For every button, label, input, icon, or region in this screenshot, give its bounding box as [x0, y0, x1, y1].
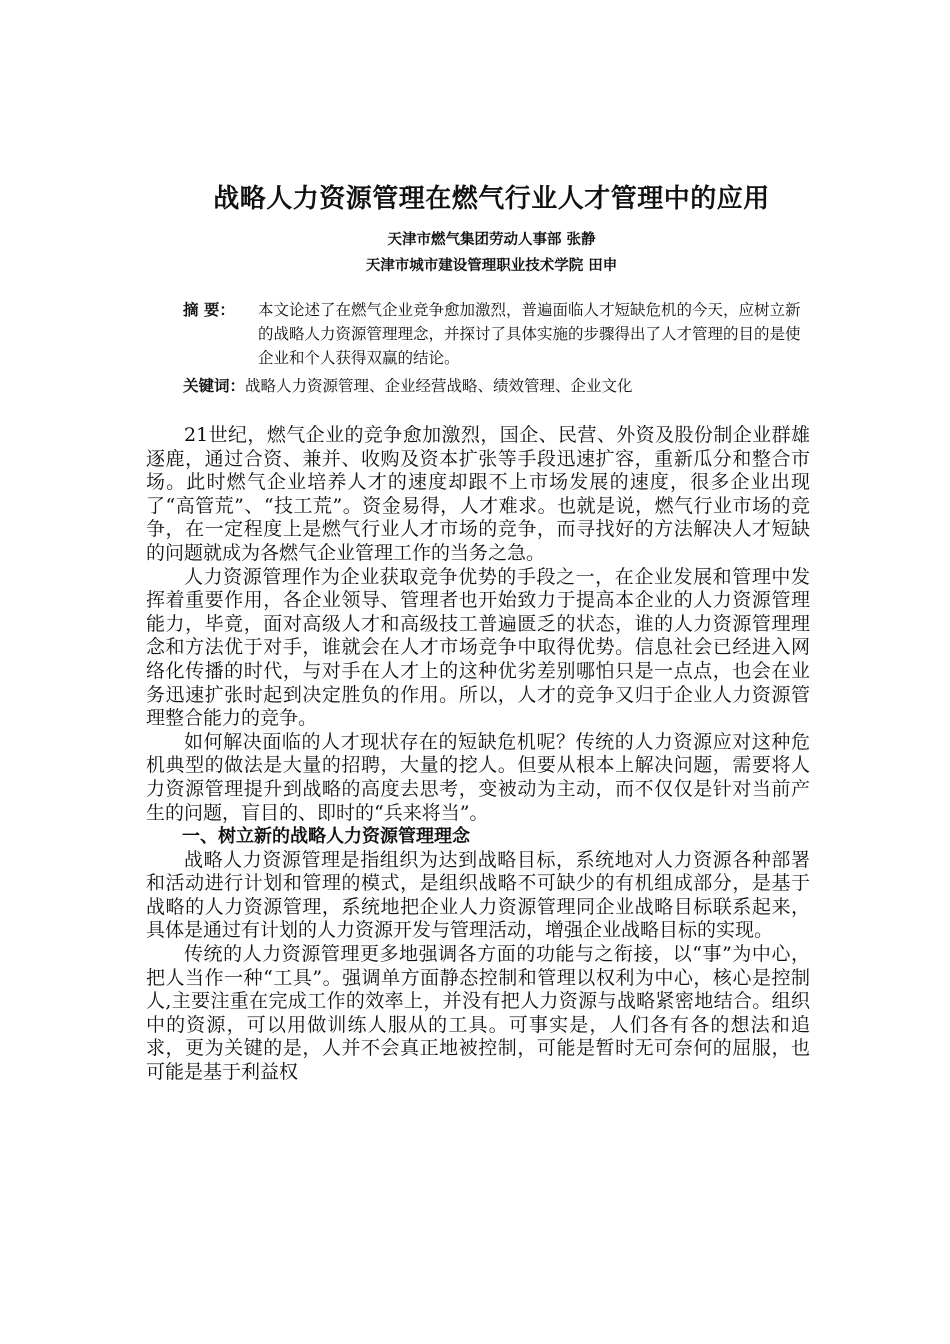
- paragraph: 人力资源管理作为企业获取竞争优势的手段之一，在企业发展和管理中发挥着重要作用，各企业领导、管理者也开始致力于提高本企业的人力资源管理能力，毕竟，面对高级人才和高级技工普遍匮乏的状态，谁的人力资源管理理念和方法优于对手，谁就会在人才市场竞争中取得优势。信息社会已经进入网络化传播的时代，与对手在人才上的这种优劣差别哪怕只是一点点，也会在业务迅速扩张时起到决定胜负的作用。所以，人才的竞争又归于企业人力资源管理整合能力的竞争。: [146, 565, 810, 730]
- keywords-text: 战略人力资源管理、企业经营战略、绩效管理、企业文化: [245, 377, 633, 395]
- paragraph: 战略人力资源管理是指组织为达到战略目标，系统地对人力资源各种部署和活动进行计划和管理的模式，是组织战略不可缺少的有机组成部分，是基于战略的人力资源管理，系统地把企业人力资源管理同企业战略目标联系起来，具体是通过有计划的人力资源开发与管理活动，增强企业战略目标的实现。: [146, 848, 810, 942]
- author-line-2: 天津市城市建设管理职业技术学院 田申: [365, 258, 618, 274]
- body-text: [146, 424, 810, 1085]
- document-title: 战略人力资源管理在燃气行业人才管理中的应用: [213, 184, 770, 214]
- paragraph: 传统的人力资源管理更多地强调各方面的功能与之衔接，以“事”为中心，把人当作一种“工具”。强调单方面静态控制和管理以权利为中心，核心是控制人,主要注重在完成工作的效率上，并没有把人力资源与战略紧密地结合。组织中的资源，可以用做训练人服从的工具。可事实是，人们各有各的想法和追求，更为关键的是，人并不会真正地被控制，可能是暂时无可奈何的屈服，也可能是基于利益权: [146, 943, 810, 1084]
- section-heading: 一、树立新的战略人力资源管理理念: [182, 826, 470, 848]
- keywords: [183, 374, 808, 398]
- keywords-label: 关键词：: [183, 377, 246, 395]
- abstract: [183, 298, 808, 370]
- abstract-label: 摘 要：: [183, 301, 235, 319]
- paragraph: 21世纪，燃气企业的竞争愈加激烈，国企、民营、外资及股份制企业群雄逐鹿，通过合资、兼并、收购及资本扩张等手段迅速扩容，重新瓜分和整合市场。此时燃气企业培养人才的速度却跟不上市场发展的速度，很多企业出现了“高管荒”、“技工荒”。资金易得，人才难求。也就是说，燃气行业市场的竞争，在一定程度上是燃气行业人才市场的竞争，而寻找好的方法解决人才短缺的问题就成为各燃气企业管理工作的当务之急。: [146, 424, 810, 564]
- author-line-1: 天津市燃气集团劳动人事部 张静: [387, 232, 596, 248]
- abstract-text: 本文论述了在燃气企业竞争愈加激烈，普遍面临人才短缺危机的今天，应树立新的战略人力资源管理理念，并探讨了具体实施的步骤得出了人才管理的目的是使企业和个人获得双赢的结论。: [258, 301, 801, 367]
- paragraph: 如何解决面临的人才现状存在的短缺危机呢？传统的人力资源应对这种危机典型的做法是大量的招聘，大量的挖人。但要从根本上解决问题，需要将人力资源管理提升到战略的高度去思考，变被动为主动，而不仅仅是针对当前产生的问题，盲目的、即时的“兵来将当”。: [146, 730, 810, 824]
